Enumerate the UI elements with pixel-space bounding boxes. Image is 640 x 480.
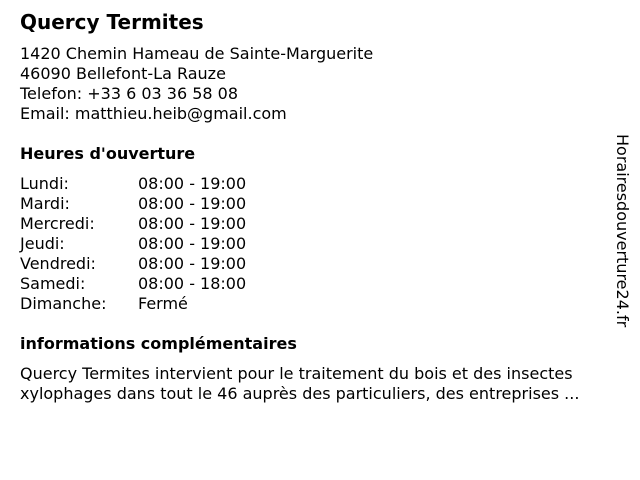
day-label: Dimanche:	[20, 294, 107, 313]
time-range: 08:00 - 19:00	[138, 254, 247, 273]
site-watermark: Horairesdouverture24.fr	[613, 134, 632, 328]
address-line-street: 1420 Chemin Hameau de Sainte-Marguerite	[20, 44, 374, 63]
description-line: Quercy Termites intervient pour le traitement du bois et des insectes	[20, 364, 573, 383]
day-label: Mardi:	[20, 194, 70, 213]
additional-info-heading: informations complémentaires	[20, 334, 297, 353]
address-line-city: 46090 Bellefont-La Rauze	[20, 64, 226, 83]
time-range: 08:00 - 18:00	[138, 274, 247, 293]
time-range: Fermé	[138, 294, 188, 313]
day-label: Mercredi:	[20, 214, 95, 233]
day-label: Lundi:	[20, 174, 69, 193]
description-line: xylophages dans tout le 46 auprès des particuliers, des entreprises ...	[20, 384, 580, 403]
business-name: Quercy Termites	[20, 10, 204, 34]
time-range: 08:00 - 19:00	[138, 174, 247, 193]
day-label: Vendredi:	[20, 254, 96, 273]
contact-block	[20, 44, 373, 124]
time-range: 08:00 - 19:00	[138, 214, 247, 233]
phone-number: Telefon: +33 6 03 36 58 08	[20, 84, 239, 103]
business-description	[20, 364, 632, 404]
time-range: 08:00 - 19:00	[138, 194, 247, 213]
day-label: Jeudi:	[20, 234, 65, 253]
opening-hours-heading: Heures d'ouverture	[20, 144, 196, 163]
email-address: Email: matthieu.heib@gmail.com	[20, 104, 287, 123]
time-range: 08:00 - 19:00	[138, 234, 247, 253]
day-label: Samedi:	[20, 274, 86, 293]
